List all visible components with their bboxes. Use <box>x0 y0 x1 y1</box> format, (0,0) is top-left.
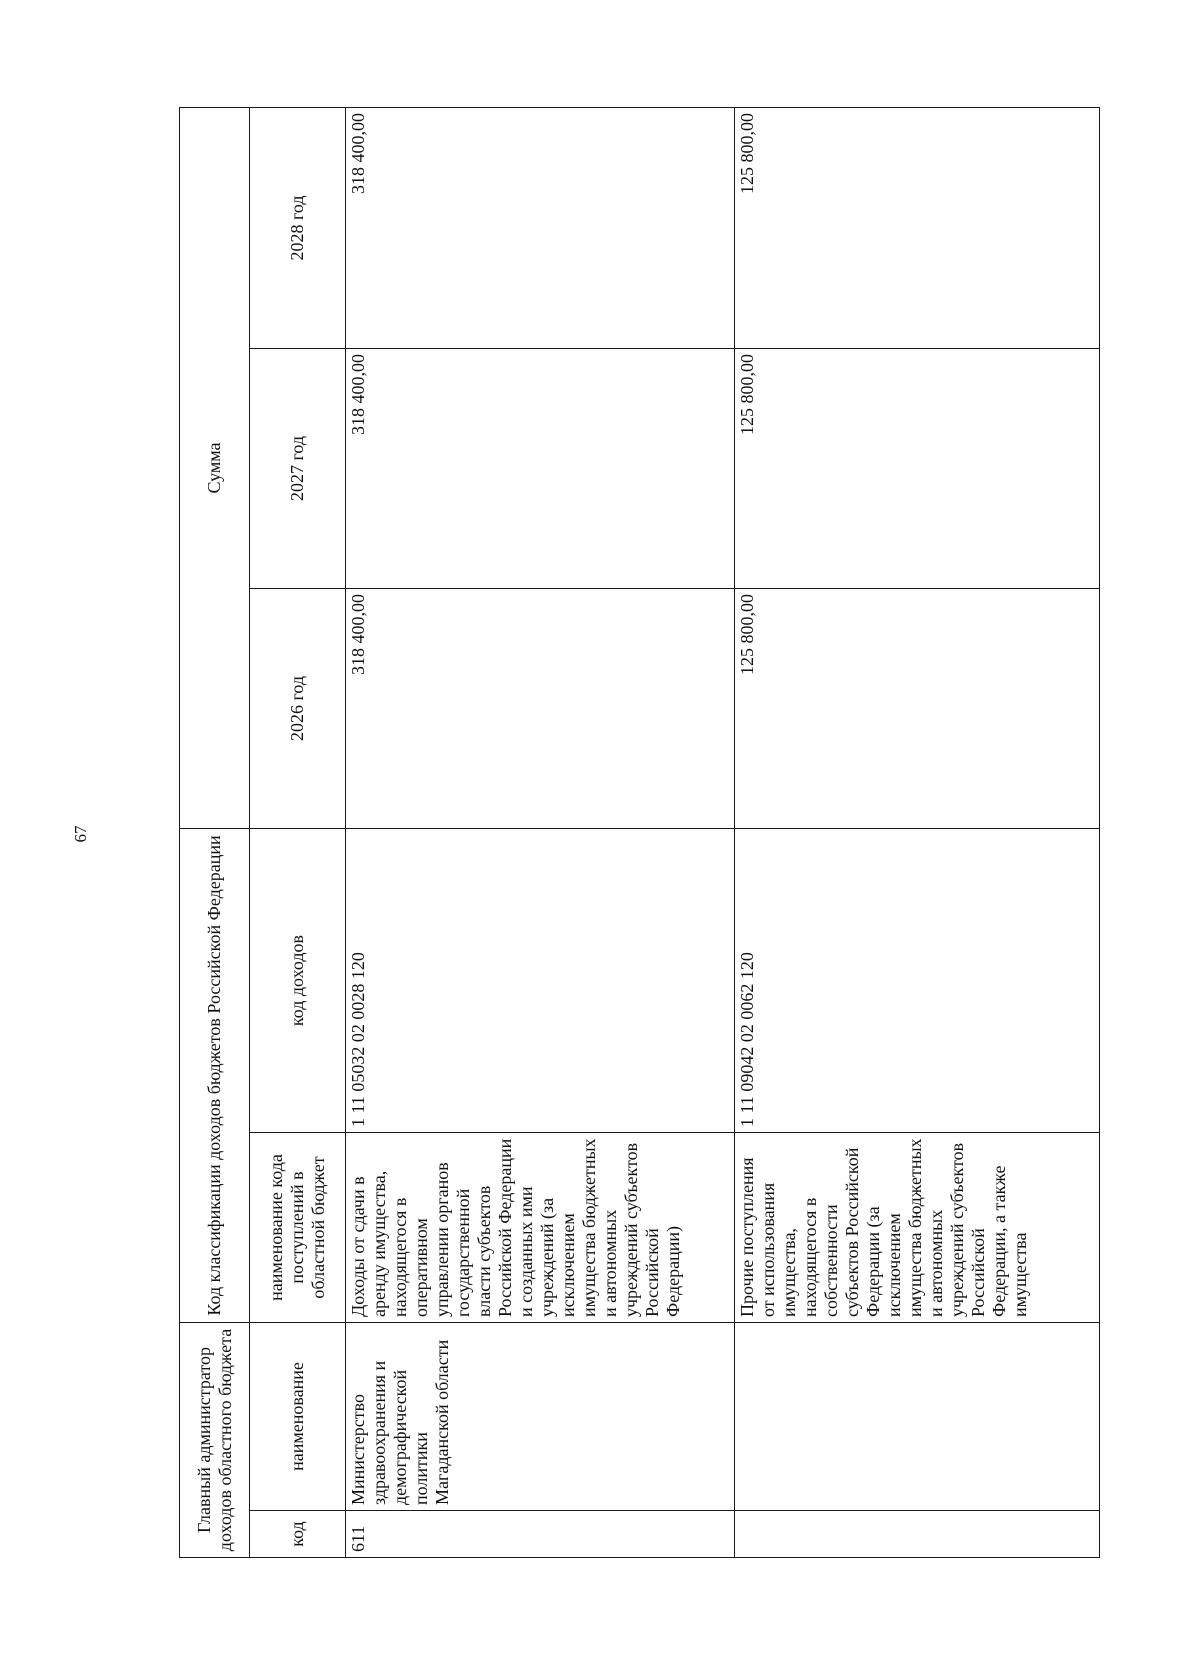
header-year-2027: 2027 год <box>250 349 346 589</box>
cell-revenue-name: Доходы от сдачи в аренду имущества, находящегося в оперативном управлении органов государственной власти субъектов Российской Федерации и созданных ими учреждений (за исключением имущества бюджетных и автономных учреждений субъектов Российской Федерации) <box>346 1133 735 1323</box>
cell-sum-2027: 125 800,00 <box>735 349 1100 589</box>
cell-sum-2027: 318 400,00 <box>346 349 735 589</box>
cell-revenue-code: 1 11 05032 02 0028 120 <box>346 829 735 1133</box>
cell-sum-2026: 125 800,00 <box>735 589 1100 829</box>
header-revenue-name: наименование кода поступлений в областной бюджет <box>250 1133 346 1323</box>
table-row <box>346 108 735 1558</box>
page-number: 67 <box>71 825 90 843</box>
header-admin-code: код <box>250 1511 346 1558</box>
header-year-2028: 2028 год <box>250 108 346 349</box>
cell-admin-code: 611 <box>346 1511 735 1558</box>
header-classification-group: Код классификации доходов бюджетов Российской Федерации <box>180 829 250 1323</box>
header-admin-group: Главный администратор доходов областного бюджета <box>180 1323 250 1558</box>
header-sum-group: Сумма <box>180 108 250 829</box>
cell-sum-2028: 125 800,00 <box>735 108 1100 349</box>
cell-admin-name: Министерство здравоохранения и демографической политики Магаданской области <box>346 1323 735 1511</box>
cell-admin-code <box>735 1511 1100 1558</box>
header-admin-name: наименование <box>250 1323 346 1511</box>
cell-sum-2026: 318 400,00 <box>346 589 735 829</box>
table-row <box>735 108 1100 1558</box>
cell-admin-name <box>735 1323 1100 1511</box>
rotated-table-wrapper <box>179 108 1099 1558</box>
revenue-table <box>179 107 1100 1558</box>
header-year-2026: 2026 год <box>250 589 346 829</box>
cell-revenue-name: Прочие поступления от использования имущества, находящегося в собственности субъектов Российской Федерации (за исключением имущества бюджетных и автономных учреждений субъектов Российской Федерации, а также имущества <box>735 1133 1100 1323</box>
cell-revenue-code: 1 11 09042 02 0062 120 <box>735 829 1100 1133</box>
header-revenue-code: код доходов <box>250 829 346 1133</box>
cell-sum-2028: 318 400,00 <box>346 108 735 349</box>
